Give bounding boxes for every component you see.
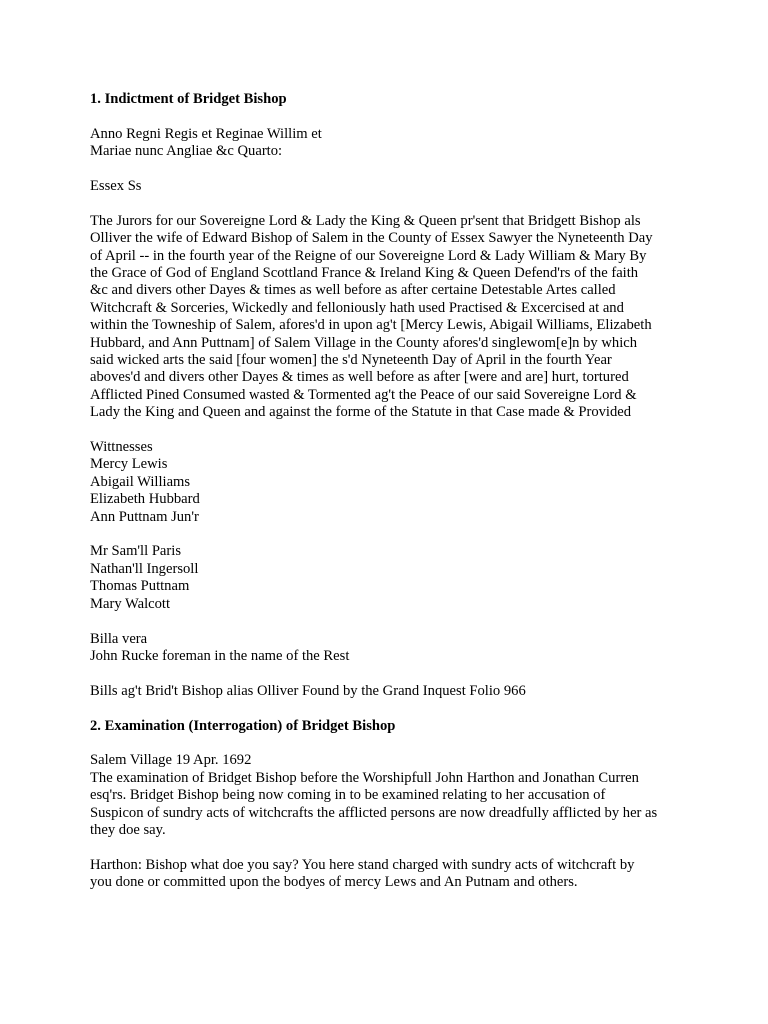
text-line: John Rucke foreman in the name of the Rest xyxy=(90,647,350,664)
text-line: Hubbard, and Ann Puttnam] of Salem Village in the County afores'd singlewom[e]n by which xyxy=(90,334,638,351)
text-line: The examination of Bridget Bishop before the Worshipfull John Harthon and Jonathan Curren xyxy=(90,769,639,786)
text-line: Lady the King and Queen and against the forme of the Statute in that Case made & Provided xyxy=(90,404,632,421)
witnesses-list xyxy=(90,439,730,526)
text-line: &c and divers other Dayes & times as well before as after certaine Detestable Artes called xyxy=(90,282,616,299)
spacer xyxy=(90,422,730,439)
list-item: Thomas Puttnam xyxy=(90,578,190,595)
other-witnesses-list xyxy=(90,543,730,613)
spacer xyxy=(90,195,730,212)
list-item: Elizabeth Hubbard xyxy=(90,491,200,508)
list-item: Mercy Lewis xyxy=(90,456,168,473)
essex-line: Essex Ss xyxy=(90,178,142,194)
spacer xyxy=(90,613,730,630)
spacer xyxy=(90,108,730,125)
section-1-heading: 1. Indictment of Bridget Bishop xyxy=(90,91,287,107)
text-line: esq'rs. Bridget Bishop being now coming in to be examined relating to her accusation of xyxy=(90,787,606,804)
bills-line: Bills ag't Brid't Bishop alias Olliver Found by the Grand Inquest Folio 966 xyxy=(90,682,526,699)
text-line: Billa vera xyxy=(90,630,148,647)
text-line: Mariae nunc Angliae &c Quarto: xyxy=(90,143,283,160)
jurors-paragraph xyxy=(90,213,730,422)
text-line: you done or committed upon the bodyes of mercy Lews and An Putnam and others. xyxy=(90,874,578,891)
text-line: the Grace of God of England Scottland France & Ireland King & Queen Defend'rs of the faith xyxy=(90,265,639,282)
text-line: Afflicted Pined Consumed wasted & Tormented ag't the Peace of our said Sovereigne Lord & xyxy=(90,386,637,403)
list-item: Wittnesses xyxy=(90,439,153,456)
text-line: The Jurors for our Sovereigne Lord & Lady the King & Queen pr'sent that Bridgett Bishop als xyxy=(90,212,641,229)
billa-vera-paragraph xyxy=(90,631,730,666)
list-item: Mr Sam'll Paris xyxy=(90,543,182,560)
text-line: within the Towneship of Salem, afores'd in upon ag't [Mercy Lewis, Abigail Williams, Elizabeth xyxy=(90,317,652,334)
spacer xyxy=(90,161,730,178)
list-item: Ann Puttnam Jun'r xyxy=(90,508,199,525)
list-item: Mary Walcott xyxy=(90,595,171,612)
document-page xyxy=(90,91,730,892)
list-item: Abigail Williams xyxy=(90,473,191,490)
text-line: aboves'd and divers other Dayes & times as well before as after [were and are] hurt, tortured xyxy=(90,369,629,386)
spacer xyxy=(90,665,730,682)
spacer xyxy=(90,839,730,856)
spacer xyxy=(90,700,730,717)
examination-intro-paragraph xyxy=(90,752,730,839)
anno-regni-paragraph xyxy=(90,126,730,161)
text-line: Anno Regni Regis et Reginae Willim et xyxy=(90,125,322,142)
text-line: they doe say. xyxy=(90,821,166,838)
text-line: Witchcraft & Sorceries, Wickedly and felloniously hath used Practised & Excercised at and xyxy=(90,299,624,316)
list-item: Nathan'll Ingersoll xyxy=(90,560,199,577)
text-line: Olliver the wife of Edward Bishop of Salem in the County of Essex Sawyer the Nyneteenth Day xyxy=(90,230,653,247)
text-line: Salem Village 19 Apr. 1692 xyxy=(90,752,252,769)
spacer xyxy=(90,735,730,752)
section-2-heading: 2. Examination (Interrogation) of Bridget Bishop xyxy=(90,717,396,734)
spacer xyxy=(90,526,730,543)
text-line: of April -- in the fourth year of the Reigne of our Sovereigne Lord & Lady William & Mary By xyxy=(90,247,647,264)
text-line: Harthon: Bishop what doe you say? You here stand charged with sundry acts of witchcraft by xyxy=(90,856,635,873)
text-line: said wicked arts the said [four women] the s'd Nyneteenth Day of April in the fourth Year xyxy=(90,352,612,369)
harthon-paragraph xyxy=(90,857,730,892)
text-line: Suspicon of sundry acts of witchcrafts the afflicted persons are now dreadfully afflicted by her as xyxy=(90,804,658,821)
